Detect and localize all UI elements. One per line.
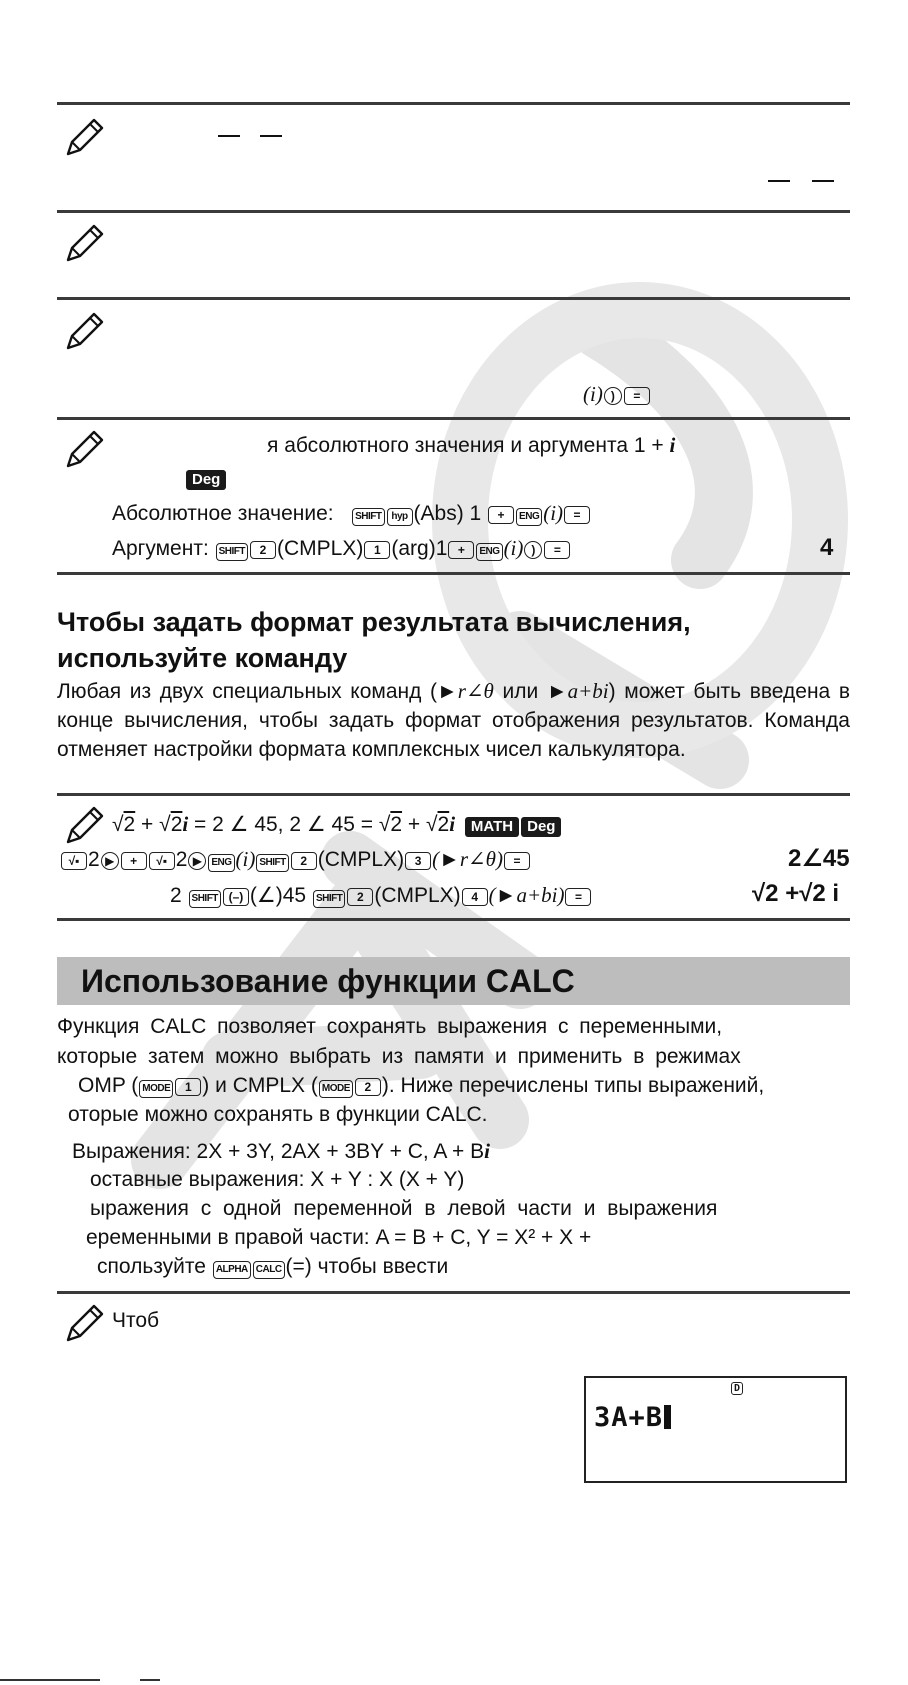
para2-line4: оторые можно сохранять в функции CALC. (68, 1103, 488, 1126)
subheading: Чтобы задать формат результата вычисления, используйте команду (57, 607, 691, 673)
note4-abs-line: Абсолютное значение: SHIFT hyp (Abs) 1 + ENG (i) = (112, 500, 591, 527)
example-row1-keys: √▪ 2 ▶ + √▪ 2 ▶ ENG (i) SHIFT 2 (CMPLX) 3 (►r∠θ) = (60, 846, 531, 873)
paragraph-format-commands: Любая из двух специальных команд (►r∠θ или ►a+bi) может быть введена в конце вычисления, чтобы задать формат отображения результатов. Команда отменяет настройки формата комплексных чисел калькулятора. (57, 679, 850, 761)
display-expression: 3A+B (594, 1402, 671, 1433)
pencil-icon (62, 428, 106, 472)
bullet-composite: оставные выражения: X + Y : X (X + Y) (90, 1168, 465, 1191)
note5-text: Чтоб (112, 1309, 160, 1332)
overline-fragment (812, 180, 834, 182)
pencil-icon (62, 1302, 106, 1346)
pencil-icon (62, 116, 106, 160)
rule-1 (57, 102, 850, 105)
key-equals: = (624, 387, 650, 405)
bullet-expressions: Выражения: 2X + 3Y, 2AX + 3BY + C, A + Bi (72, 1139, 490, 1163)
text-cursor (664, 1405, 671, 1429)
math-badge: MATH (465, 817, 519, 837)
calculator-display (584, 1376, 847, 1483)
note4-badge-row (182, 465, 226, 491)
note4-line1: я абсолютного значения и аргумента 1 + i (267, 433, 676, 457)
section-title: Использование функции CALC (81, 963, 575, 999)
section-heading-bar (57, 957, 850, 1005)
rule-6 (57, 793, 850, 796)
rule-3 (57, 297, 850, 300)
rule-8 (57, 1291, 850, 1294)
para2-line3: OMP ( MODE 1 ) и CMPLX ( MODE 2 ). Ниже перечислены типы выражений, (78, 1074, 765, 1097)
pencil-icon (62, 804, 106, 848)
rule-2 (57, 210, 850, 213)
example-row2-keys: 2 SHIFT (–) (∠)45 SHIFT 2 (CMPLX) 4 (►a+bi) = (170, 882, 592, 909)
bullet-one-variable: ыражения с одной переменной в левой части и выражения (90, 1197, 718, 1220)
note4-arg-result: 4 (820, 534, 834, 561)
deg-badge: Deg (186, 470, 226, 490)
example-row2-result: √2 +√2 i (752, 880, 840, 907)
para2-line1: Функция CALC позволяет сохранять выражения с переменными, (57, 1015, 723, 1038)
note3-key-sequence: (i) ) = (583, 381, 651, 408)
rule-5 (57, 572, 850, 575)
overline-fragment (218, 135, 240, 137)
example-header: √2 + √2i = 2 ∠ 45, 2 ∠ 45 = √2 + √2i MATH Deg (112, 811, 561, 838)
overline-fragment (260, 135, 282, 137)
para2-line2: которые затем можно выбрать из памяти и применить в режимах (57, 1045, 741, 1068)
rule-4 (57, 417, 850, 420)
rule-7 (57, 918, 850, 921)
page-edge-marks (0, 1678, 200, 1682)
bullet-variables-right: еременными в правой части: A = B + C, Y = X² + X + (86, 1226, 592, 1249)
overline-fragment (768, 180, 790, 182)
key-close-paren: ) (604, 387, 622, 405)
example-row1-result: 2∠45 (788, 845, 850, 872)
note4-arg-line: Аргумент: SHIFT 2 (CMPLX) 1 (arg)1 + ENG (i) ) = (112, 535, 571, 562)
pencil-icon (62, 310, 106, 354)
pencil-icon (62, 222, 106, 266)
bullet-use-alpha: спользуйте ALPHA CALC (=) чтобы ввести (97, 1255, 449, 1278)
deg-indicator: D (731, 1382, 743, 1395)
deg-badge: Deg (521, 817, 561, 837)
